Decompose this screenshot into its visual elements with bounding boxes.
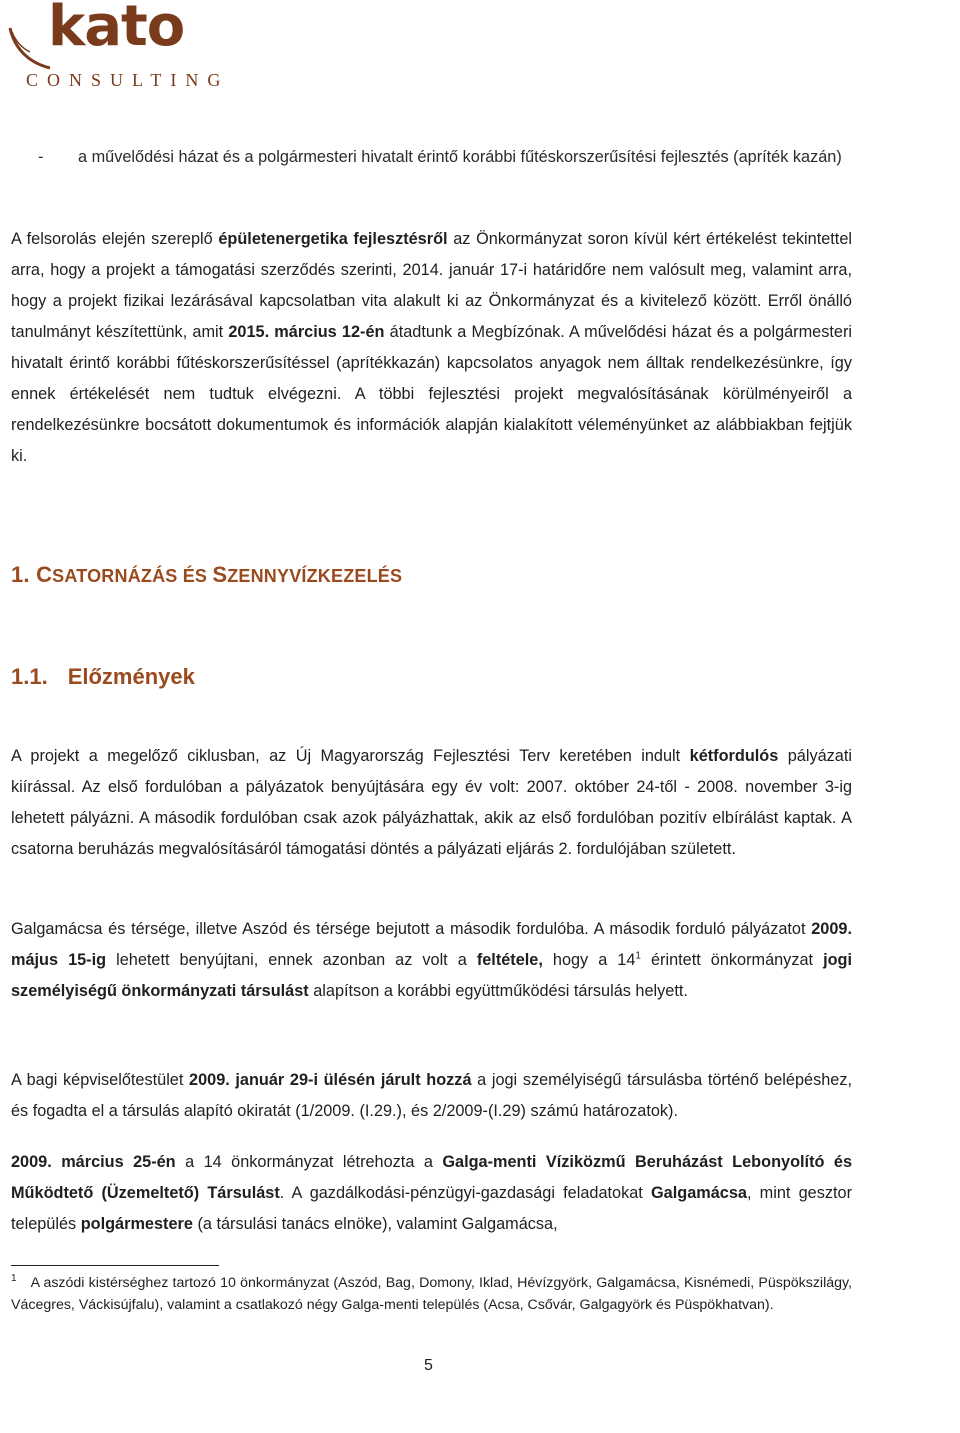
logo-wordmark: kato [48,0,185,59]
paragraph-association [11,1147,852,1240]
paragraph-second-round [11,914,852,1007]
text-run: alapítson a korábbi együttműködési társulás helyett. [308,982,688,1000]
heading-initial: S [212,562,228,587]
text-run: , mint gesztor település [11,1184,852,1233]
text-run: . A gazdálkodási-pénzügyi-gazdasági feladatokat [279,1184,651,1202]
paragraph-intro [11,224,852,472]
text-run: hogy a 14 [542,951,636,969]
text-run: a 14 önkormányzat létrehozta a [175,1153,443,1171]
footnote-reference[interactable]: 1 [635,950,641,962]
text-run: A projekt a megelőző ciklusban, az Új Magyarország Fejlesztési Terv keretében indult [11,747,690,765]
paragraph-bag-council [11,1065,852,1127]
bold-run: 2015. március 12-én [228,323,385,341]
text-run: (a társulási tanács elnöke), valamint Galgamácsa, [192,1215,558,1233]
heading-smallcaps: ZENNYVÍZKEZELÉS [227,566,403,586]
bold-run: 2009. május 15-ig [11,920,852,969]
subsection-number: 1.1. [11,664,48,689]
bullet-item [38,142,853,172]
footnote-text: A aszódi kistérséghez tartozó 10 önkormányzat (Aszód, Bag, Domony, Iklad, Hévízgyörk, Galgamácsa, Kisnémedi, Püspökszilágy, Vácegres, Váckisújfalu), valamint a csatlakozó négy Galga-menti település (Acsa, Csővár, Galgagyörk és Püspökhatvan). [11,1275,852,1313]
company-logo [0,0,270,100]
text-run: érintett önkormányzat [640,951,824,969]
text-run: a jogi személyiségű társulásba történő belépéshez, és fogadta el a társulás alapító okiratát (1/2009. (I.29.), és 2/2009-(I.29) számú határozatok). [11,1071,852,1120]
heading-smallcaps: SATORNÁZÁS ÉS [52,566,213,586]
logo-subtitle: CONSULTING [26,70,230,90]
text-run: az Önkormányzat soron kívül kért értékelést tekintettel arra, hogy a projekt a támogatási szerződés szerinti, 2014. január 17-i határidőre nem valósult meg, valamint arra, hogy a projekt fizikai lezárásával kapcsolatban vita alakult ki az Önkormányzat és a kivitelező között. Erről önálló tanulmányt készítettünk, amit [11,230,852,341]
text-run: átadtunk a Megbízónak. A művelődési házat és a polgármesteri hivatalt érintő korábbi fűtéskorszerűsítéssel (aprítékkazán) kapcsolatos anyagok nem álltak rendelkezésünkre, így ennek értékelését nem tudtuk elvégezni. A többi fejlesztési projekt megvalósításának körülményeiről a rendelkezésünkre bocsátott dokumentumok és információk alapján kialakított véleményünket az alábbiakban fejtjük ki. [11,323,852,465]
bold-run: 2009. március 25-én [11,1153,176,1171]
text-run: A felsorolás elején szereplő [11,230,219,248]
bold-run: polgármestere [80,1215,193,1233]
bullet-marker: - [38,148,44,166]
bold-run: Galgamácsa [651,1184,747,1202]
bold-run: épületenergetika fejlesztésről [218,230,448,248]
paragraph-background [11,741,852,865]
bold-run: kétfordulós [689,747,779,765]
bold-run: feltétele, [476,951,543,969]
subsection-title: Előzmények [67,664,195,689]
bullet-text: a művelődési házat és a polgármesteri hivatalt érintő korábbi fűtéskorszerűsítési fejlesztés (apríték kazán) [78,148,842,166]
bold-run: Galga-menti Víziközmű Beruházást Lebonyolító és Működtető (Üzemeltető) Társulást [11,1153,852,1202]
section-heading [11,562,402,588]
section-number: 1. [11,562,37,587]
text-run: lehetett benyújtani, ennek azonban az volt a [106,951,477,969]
heading-initial: C [36,562,53,587]
text-run: A bagi képviselőtestület [11,1071,190,1089]
bold-run: jogi személyiségű önkormányzati társulást [11,951,852,1000]
footnote-divider [11,1265,219,1266]
subsection-heading [11,664,195,690]
text-run: Galgamácsa és térsége, illetve Aszód és térsége bejutott a második fordulóba. A második forduló pályázatot [11,920,812,938]
page-number: 5 [424,1357,433,1374]
footnote [11,1272,852,1316]
text-run: pályázati kiírással. Az első fordulóban a pályázatok benyújtására egy év volt: 2007. október 24-től - 2008. november 3-ig lehetett pályázni. A második fordulóban csak azok pályázhattak, akik az első fordulóban pozitív elbírálást kaptak. A csatorna beruházás megvalósításáról támogatási döntés a pályázati eljárás 2. fordulójában született. [11,747,852,858]
bold-run: 2009. január 29-i ülésén járult hozzá [189,1071,472,1089]
footnote-number: 1 [11,1273,17,1285]
